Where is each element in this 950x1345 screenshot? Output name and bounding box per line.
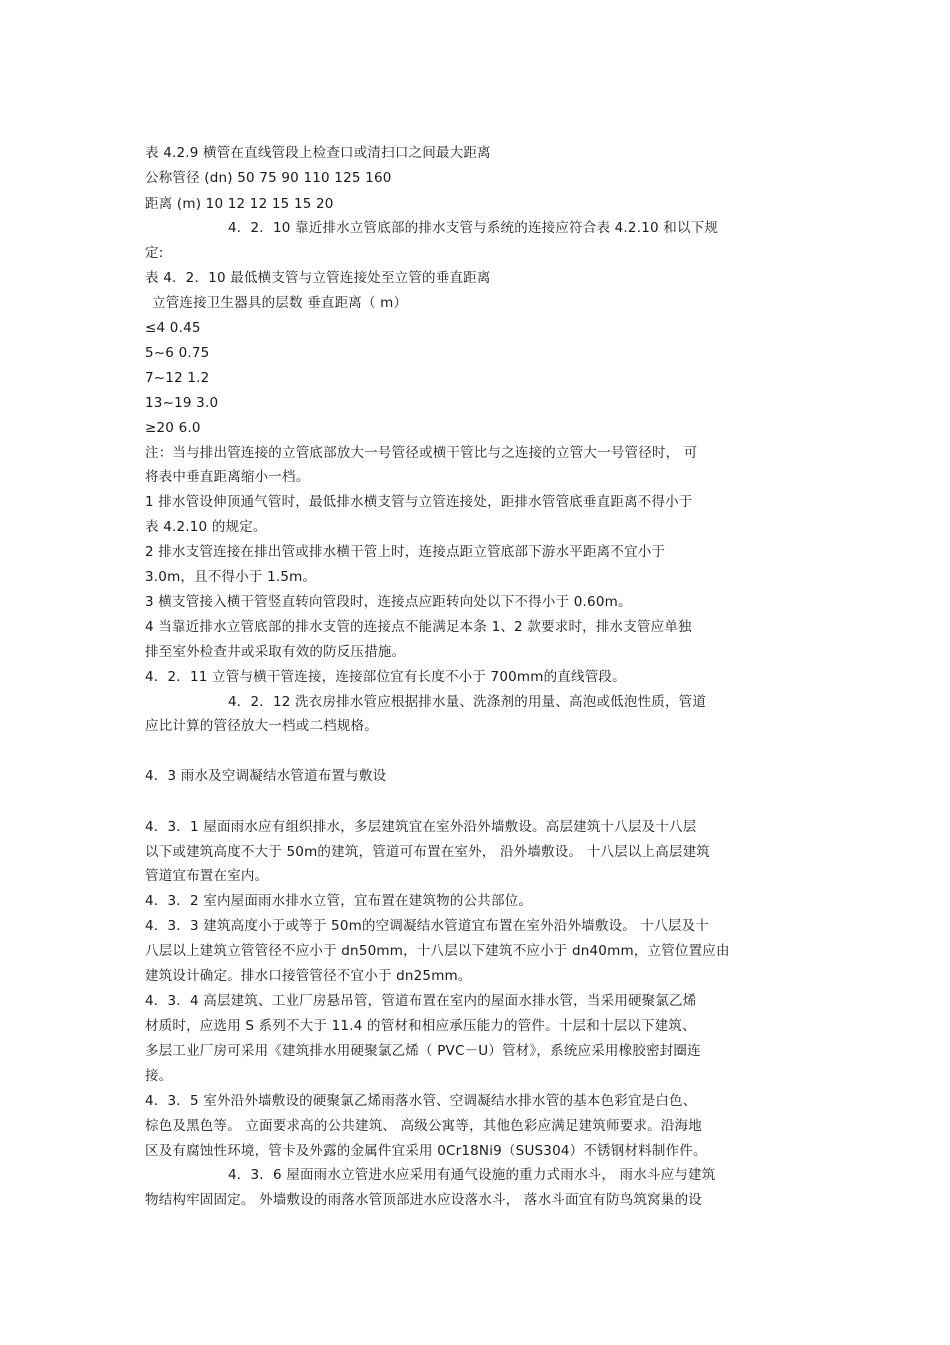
clause-4-3-5-line-2: 棕色及黑色等。 立面要求高的公共建筑、 高级公寓等，其他色彩应满足建筑师要求。沿海地 (145, 1118, 702, 1134)
item-4-line-2: 排至室外检查井或采取有效的防反压措施。 (145, 644, 406, 660)
table-4-2-10-header: 立管连接卫生器具的层数 垂直距离（ m） (152, 295, 408, 311)
note-line-2: 将表中垂直距离缩小一档。 (145, 469, 310, 485)
table-row: ≤4 0.45 (145, 320, 201, 336)
clause-4-3-5-line-3: 区及有腐蚀性环境，管卡及外露的金属件宜采用 0Cr18Ni9（SUS304）不锈钢材料制作件。 (145, 1143, 707, 1159)
clause-4-2-12-line-1: 4．2．12 洗衣房排水管应根据排水量、洗涤剂的用量、高泡或低泡性质，管道 (228, 694, 707, 710)
clause-4-3-6-line-2: 物结构牢固固定。 外墙敷设的雨落水管顶部进水应设落水斗， 落水斗面宜有防鸟筑窝巢的设 (145, 1192, 702, 1208)
clause-4-3-4-line-1: 4．3．4 高层建筑、工业厂房悬吊管，管道布置在室内的屋面水排水管，当采用硬聚氯乙烯 (145, 993, 697, 1009)
table-4-2-9-title: 表 4.2.9 横管在直线管段上检查口或清扫口之间最大距离 (145, 145, 491, 161)
clause-4-3-5-line-1: 4．3．5 室外沿外墙敷设的硬聚氯乙烯雨落水管、空调凝结水排水管的基本色彩宜是白色、 (145, 1093, 697, 1109)
table-row: 5~6 0.75 (145, 345, 210, 361)
clause-4-3-1-line-1: 4．3．1 屋面雨水应有组织排水，多层建筑宜在室外沿外墙敷设。高层建筑十八层及十八层 (145, 819, 697, 835)
item-2-line-2: 3.0m，且不得小于 1.5m。 (145, 569, 317, 585)
clause-4-3-3-line-3: 建筑设计确定。排水口接管管径不宜小于 dn25mm。 (145, 968, 472, 984)
table-row: 13~19 3.0 (145, 395, 219, 411)
clause-4-3-3-line-1: 4．3．3 建筑高度小于或等于 50m的空调凝结水管道宜布置在室外沿外墙敷设。 十八层及十 (145, 918, 709, 934)
table-row: ≥20 6.0 (145, 420, 201, 436)
clause-4-3-6-line-1: 4．3．6 屋面雨水立管进水应采用有通气设施的重力式雨水斗， 雨水斗应与建筑 (228, 1167, 716, 1183)
table-4-2-9-value-row: 距离 (m) 10 12 12 15 15 20 (145, 196, 334, 212)
clause-4-2-10-line-2: 定: (145, 245, 164, 261)
clause-4-2-10-line-1: 4．2．10 靠近排水立管底部的排水支管与系统的连接应符合表 4.2.10 和以下规 (228, 220, 719, 236)
item-1-line-1: 1 排水管设伸顶通气管时，最低排水横支管与立管连接处，距排水管管底垂直距离不得小于 (145, 494, 693, 510)
clause-4-2-11: 4．2．11 立管与横干管连接，连接部位宜有长度不小于 700mm的直线管段。 (145, 669, 626, 685)
clause-4-3-4-line-4: 接。 (145, 1068, 173, 1084)
clause-4-3-1-line-2: 以下或建筑高度不大于 50m的建筑，管道可布置在室外， 沿外墙敷设。 十八层以上高层建筑 (145, 844, 711, 860)
table-4-2-9-header-row: 公称管径 (dn) 50 75 90 110 125 160 (145, 170, 392, 186)
item-3: 3 横支管接入横干管竖直转向管段时，连接点应距转向处以下不得小于 0.60m。 (145, 594, 632, 610)
table-row: 7~12 1.2 (145, 370, 210, 386)
note-line-1: 注：当与排出管连接的立管底部放大一号管径或横干管比与之连接的立管大一号管径时， 可 (145, 445, 698, 461)
clause-4-3-4-line-2: 材质时，应选用 S 系列不大于 11.4 的管材和相应承压能力的管件。十层和十层以下建筑、 (145, 1018, 696, 1034)
clause-4-2-12-line-2: 应比计算的管径放大一档或二档规格。 (145, 718, 378, 734)
item-2-line-1: 2 排水支管连接在排出管或排水横干管上时，连接点距立管底部下游水平距离不宜小于 (145, 544, 666, 560)
clause-4-3-3-line-2: 八层以上建筑立管管径不应小于 dn50mm，十八层以下建筑不应小于 dn40mm，立管位置应由 (145, 943, 730, 959)
item-4-line-1: 4 当靠近排水立管底部的排水支管的连接点不能满足本条 1、2 款要求时，排水支管应单独 (145, 619, 692, 635)
section-4-3-heading: 4．3 雨水及空调凝结水管道布置与敷设 (145, 768, 387, 784)
clause-4-3-1-line-3: 管道宜布置在室内。 (145, 868, 269, 884)
item-1-line-2: 表 4.2.10 的规定。 (145, 519, 267, 535)
table-4-2-10-title: 表 4．2．10 最低横支管与立管连接处至立管的垂直距离 (145, 270, 491, 286)
clause-4-3-2: 4．3．2 室内屋面雨水排水立管，宜布置在建筑物的公共部位。 (145, 893, 533, 909)
clause-4-3-4-line-3: 多层工业厂房可采用《建筑排水用硬聚氯乙烯（ PVC－U）管材》，系统应采用橡胶密封圈连 (145, 1043, 701, 1059)
